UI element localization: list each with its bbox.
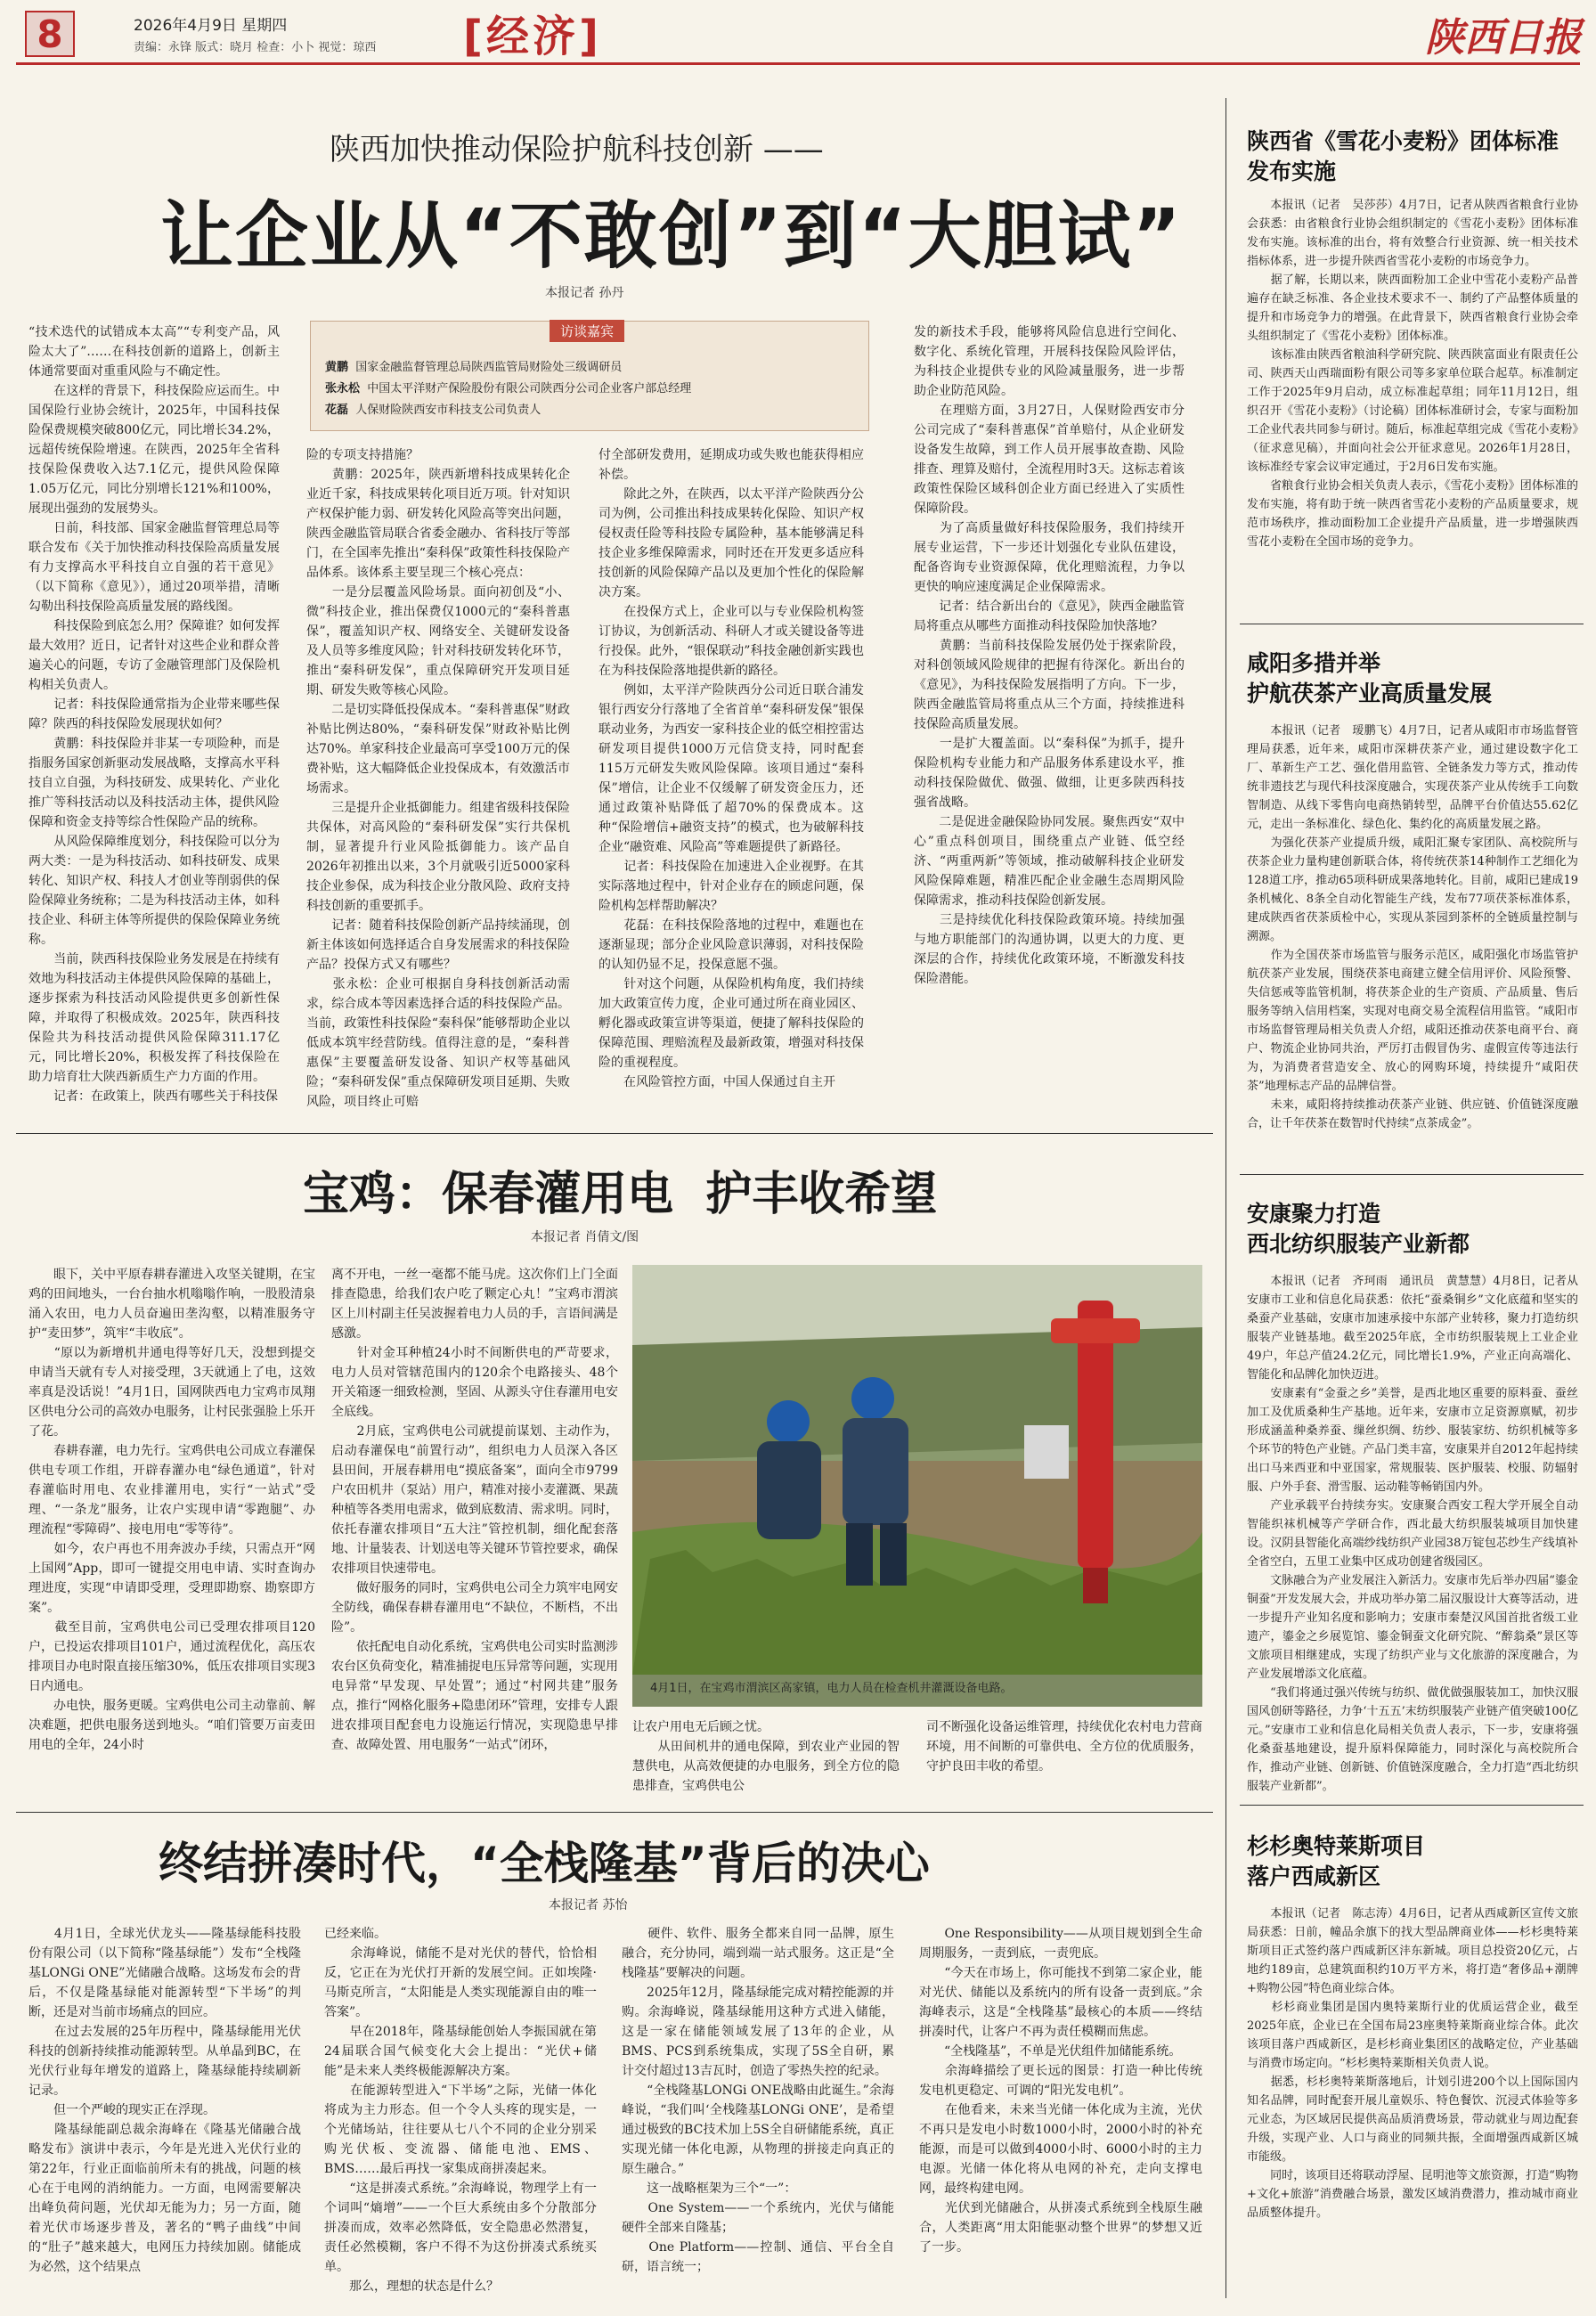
lead-column-3: 付全部研发费用，延期成功或失败也能获得相应补偿。 除此之外，在陕西，以太平洋产险陕西分公司为例，公司推出科技成果转化保险、知识产权侵权责任险等科技险专属险种，基本能够满足科技企业多维保障需求，同时还在开发更多适应科技创新的风险保障产品以及更加个性化的保险解决方案。 在投保方式上，企业可以与专业保险机构签订协议，为创新活动、科研人才或关键设备等进行投保。此外，“银保联动”科技金融创新实践也在为科技保险落地提供新的路径。 例如，太平洋产险陕西分公司近日联合浦发银行西安分行落地了全省首单“秦科研发保”银保联动业务，为西安一家科技企业的低空相控雷达研发项目提供1000万元信贷支持，同时配套115万元研发失败风险保障。该项目通过“秦科保”增信，让企业不仅缓解了研发资金压力，还通过政策补贴降低了超70%的保费成本。这种“保险增信+融资支持”的模式，也为破解科技企业“融资难、风险高”等难题提供了新路径。 记者：科技保险在加速进入企业视野。在其实际落地过程中，针对企业存在的顾虑问题，保险机构怎样帮助解决？ 花磊：在科技保险落地的过程中，难题也在逐渐显现；部分企业风险意识薄弱，对科技保险的认知仍显不足，投保意愿不强。 针对这个问题，从保险机构角度，我们持续加大政策宣传力度，企业可通过所在商业园区、孵化器或政策宣讲等渠道，便捷了解科技保险的保障范围、理赔流程及最新政策，增强对科技保险的重视程度。 在风险管控方面，中国人保通过自主开 [598,448,864,1089]
longi-column-1: 4月1日，全球光伏龙头——隆基绿能科技股份有限公司（以下简称“隆基绿能”）发布“全栈隆基LONGi ONE”光储融合战略。这场发布会的背后，不仅是隆基绿能对能源转型“下半场”的判断，还是对当前市场痛点的回应。 在过去发展的25年历程中，隆基绿能用光伏科技的创新持续推动能源转型。从单晶到BC，在光伏行业每年增发的道路上，隆基绿能持续刷新记录。 但一个严峻的现实正在浮现。 隆基绿能副总裁余海峰在《隆基光储融合战略发布》演讲中表示，今年是光进入光伏行业的第22年，行业正面临前所未有的挑战，问题的核心在于电网的消纳能力。一方面，电网需要解决出峰负荷问题，光伏却无能为力；另一方面，随着光伏市场逐步普及，著名的“鸭子曲线”中间的“肚子”越来越大，电网压力持续加剧。储能成为必然，这个结果点 [28,1927,301,2274]
longi-column-3: 硬件、软件、服务全都来自同一品牌，原生融合，充分协同，端到端一站式服务。这正是“全栈隆基”要解决的问题。 2025年12月，隆基绿能完成对精控能源的并购。余海峰说，隆基绿能用这种方式进入储能，这是一家在储能领域发展了13年的企业，从BMS、PCS到系统集成，实现了5S全自研，累计交付超过13吉瓦时，创造了零热失控的纪录。 “全栈隆基LONGi ONE战略由此诞生。”余海峰说，“我们叫‘全栈隆基LONGi ONE’，是希望通过极致的BC技术加上5S全自研储能系统，真正实现光储一体化电源，从物理的拼接走向真正的原生融合。” 这一战略框架为三个“一”： One System——一个系统内，光伏与储能硬件全部来自隆基； One Platform——控制、通信、平台全自研，语言统一； [622,1927,894,2274]
lead-bottom-divider [16,1133,1213,1134]
guest-item [325,379,691,396]
right-article-4-title: 杉杉奥特莱斯项目 落户西咸新区 [1247,1833,1426,1889]
lead-column-4: 发的新技术手段，能够将风险信息进行空间化、数字化、系统化管理，开展科技保险风险评估，为科技企业提供专业的风险减量服务，进一步帮助企业防范风险。 在理赔方面，3月27日，人保财险西安市分公司完成了“秦科普惠保”首单赔付，从企业研发设备发生故障，到工作人员开展事故查勘、风险排查、理算及赔付，全流程用时3天。这标志着该政策性保险区域科创企业方面已经进入了实质性保障阶段。 为了高质量做好科技保险服务，我们持续开展专业运营，下一步还计划强化专业队伍建设，配备咨询专业资源保障，优化理赔流程，力争以更快的响应速度满足企业保障需求。 记者：结合新出台的《意见》，陕西金融监管局将重点从哪些方面推动科技保险加快落地？ 黄鹏：当前科技保险发展仍处于探索阶段，对科创领域风险规律的把握有待深化。新出台的《意见》，为科技保险发展指明了方向。下一步，陕西金融监管局将重点从三个方面，持续推进科技保险高质量发展。 一是扩大覆盖面。以“秦科保”为抓手，提升保险机构专业能力和产品服务体系建设水平，推动科技保险做优、做强、做细，让更多陕西科技强省战略。 二是促进金融保险协同发展。聚焦西安“双中心”重点科创项目，围绕重点产业链、低空经济、“两重两新”等领域，推动破解科技企业研发风险保障难题，精准匹配企业金融生态周期风险保障需求，推动科技保险创新发展。 三是持续优化科技保险政策环境。持续加强与地方职能部门的沟通协调，以更大的力度、更深层的合作，持续优化政策环境，不断激发科技保险潜能。 [914,325,1185,986]
baoji-column-2: 离不开电，一丝一毫都不能马虎。这次你们上门全面排查隐患，给我们农户吃了颗定心丸！”宝鸡市渭滨区上川村副主任吴波握着电力人员的手，言语间满是感激。 针对金耳种植24小时不间断供电的严苛要求，电力人员对管辖范围内的120余个电路接头、48个开关箱逐一细致检测，坚固、从源头守住春灌用电安全底线。 2月底，宝鸡供电公司就提前谋划、主动作为，启动春灌保电“前置行动”，组织电力人员深入各区县田间，开展春耕用电“摸底备案”，面向全市9799户农田机井（泵站）用户，精准对接小麦灌溉、果蔬种植等各类用电需求，做到底数清、需求明。同时，依托春灌农排项目“五大注”管控机制，细化配套落地、计量装表、计划送电等关键环节管控要求，确保农排项目快速带电。 做好服务的同时，宝鸡供电公司全力筑牢电网安全防线，确保春耕春灌用电“不缺位，不断档，不出险”。 依托配电自动化系统，宝鸡供电公司实时监测涉农台区负荷变化，精准捕捉电压异常等问题，实现用电异常“早发现、早处置”；通过“村网共建”服务点，推行“网格化服务+隐患闭环”管理，安排专人跟进农排项目配套电力设施运行情况，实现隐患早排查、故障处置、用电服务“一站式”闭环， [331,1268,618,1752]
right-article-2-title: 咸阳多措并举 护航茯茶产业高质量发展 [1247,650,1493,706]
interview-box [310,321,869,431]
right-article-3-body: 本报讯（记者 齐珂雨 通讯员 黄慧慧）4月8日，记者从安康市工业和信息化局获悉：依托“蚕桑铜乡”文化底蕴和坚实的桑蚕产业基础，安康市加速承接中东部产业转移，聚力打造纺织服装产业链基地。截至2025年底，全市纺织服装规上工业企业49户，年总产值24.2亿元，同比增长1.9%，产业正向高端化、智能化和品牌化加快迈进。 安康素有“金蚕之乡”美誉，是西北地区重要的原料蚕、蚕丝加工及优质桑种生产基地。近年来，安康市立足资源禀赋，初步形成涵盖种桑养蚕、缫丝织绸、纺纱、服装家纺、纺织机械等多个环节的特色产业链。产品门类丰富，安康果并自2012年起持续出口马来西亚和中亚国家，常规服装、医护服装、校服、防辐射服、户外手套、滑雪服、运动鞋等畅销国内外。 产业承载平台持续夯实。安康聚合西安工程大学开展全自动智能织袜机械等产学研合作，西北最大纺织服装城项目加快建设。汉阴县智能化高端纱线纺织产业园38万锭包芯纱生产线填补全省空白，五里工业集中区成功创建省级园区。 文脉融合为产业发展注入新活力。安康市先后举办四届“鎏金铜蚕”开发发展大会，并成功举办第二届汉服设计大赛等活动，进一步提升产业知名度和影响力；安康市秦楚汉风国首批省级工业遗产，鎏金之乡展览馆、鎏金铜蚕文化研究院、“醉翁桑”景区等文旅项目相继建成，实现了纺织产业与文化旅游的深度融合，为产业发展增添文化底蕴。 “我们将通过强兴传统与纺织、做优做强服装加工，加快汉服国风创研等路径，力争‘十五五’末纺织服装产业链产值突破100亿元。”安康市工业和信息化局相关负责人表示，下一步，安康将强化桑蚕基地建设，提升原料保障能力，同时深化与高校院所合作，推动产业链、创新链、价值链深度融合，全力打造“西北纺织服装产业新都”。 [1247,1275,1578,1793]
right-article-1-body: 本报讯（记者 吴莎莎）4月7日，记者从陕西省粮食行业协会获悉：由省粮食行业协会组织制定的《雪花小麦粉》团体标准发布实施。该标准的出台，将有效整合行业资源、统一相关技术指标体系，进一步提升陕西省雪花小麦粉的市场竞争力。 据了解，长期以来，陕西面粉加工企业中雪花小麦粉产品普遍存在缺乏标准、各企业技术要求不一、制约了产品整体质量的提升和市场竞争力的增强。在此背景下，陕西省粮食行业协会牵头组织制定了《雪花小麦粉》团体标准。 该标准由陕西省粮油科学研究院、陕西陕富面业有限责任公司、陕西天山西瑞面粉有限公司等多家单位联合起草。标准制定工作于2025年9月启动，成立标准起草组；同年11月12日，组织召开《雪花小麦粉》（讨论稿）团体标准研讨会，专家与面粉加工企业代表共同参与研讨。随后，标准起草组完成《雪花小麦粉》（征求意见稿），并面向社会公开征求意见。2026年1月28日，该标准经专家会议审定通过，于2月6日发布实施。 省粮食行业协会相关负责人表示，《雪花小麦粉》团体标准的发布实施，将有助于统一陕西省雪花小麦粉的产品质量要求，规范市场秩序，推动面粉加工企业提升产品质量，进一步增强陕西雪花小麦粉在全国市场的竞争力。 [1247,199,1578,549]
issue-date: 2026年4月9日 星期四 [134,17,288,35]
page-number: 8 [37,12,63,56]
right-article-3-title: 安康聚力打造 西北纺织服装产业新都 [1247,1201,1470,1257]
interview-badge: 访谈嘉宾 [550,320,624,342]
baoji-headline: 宝鸡：保春灌用电 护丰收希望 [303,1168,938,1221]
baoji-byline: 本报记者 肖倩文/图 [531,1230,639,1244]
masthead-divider [16,62,1580,65]
longi-headline: 终结拼凑时代，“全栈隆基”背后的决心 [159,1838,930,1889]
baoji-column-4: 司不断强化设备运维管理，持续优化农村电力营商环境，用不间断的可靠供电、全方位的优质服务，守护良田丰收的希望。 [926,1720,1202,1774]
guest-role: 人保财险陕西安市科技支公司负责人 [355,404,542,417]
guest-name: 花磊 [325,404,349,417]
page-number-badge [25,11,75,57]
lead-column-2: 险的专项支持措施？ 黄鹏：2025年，陕西新增科技成果转化企业近千家，科技成果转化项目近万项。针对知识产权保护能力弱、研发转化风险高等突出问题，陕西金融监管局联合省委金融办、省科技厅等部门，在全国率先推出“秦科保”政策性科技保险产品体系。该体系主要呈现三个核心亮点： 一是分层覆盖风险场景。面向初创及“小、微”科技企业，推出保费仅1000元的“秦科普惠保”，覆盖知识产权、网络安全、关键研发设备及人员等多维度风险；针对科技研发转化环节，推出“秦科研发保”，重点保障研究开发项目延期、研发失败等核心风险。 二是切实降低投保成本。“秦科普惠保”财政补贴比例达80%，“秦科研发保”财政补贴比例达70%。单家科技企业最高可享受100万元的保费补贴，这大幅降低企业投保成本，有效激活市场需求。 三是提升企业抵御能力。组建省级科技保险共保体，对高风险的“秦科研发保”实行共保机制，显著提升行业风险抵御能力。该产品自2026年初推出以来，3个月就吸引近5000家科技企业参保，成为科技企业分散风险、政府支持科技创新的重要抓手。 记者：随着科技保险创新产品持续涌现，创新主体该如何选择适合自身发展需求的科技保险产品？投保方式又有哪些？ 张永松：企业可根据自身科技创新活动需求，综合成本等因素选择合适的科技保险产品。当前，政策性科技保险“秦科保”能够帮助企业以低成本筑牢经营防线。值得注意的是，“秦科普惠保”主要覆盖研发设备、知识产权等基础风险；“秦科研发保”重点保障研发项目延期、失败风险，项目终止可赔 [306,448,570,1109]
section-title: [经济] [463,12,602,61]
right-article-1-title: 陕西省《雪花小麦粉》团体标准发布实施 [1247,128,1559,184]
guest-name: 张永松 [325,382,361,396]
guest-name: 黄鹏 [325,361,349,374]
right-divider-3 [1240,1805,1584,1806]
lead-byline: 本报记者 孙丹 [545,286,624,300]
baoji-bottom-divider [16,1812,1213,1813]
newspaper-logo: 陕西日报 [1425,15,1582,61]
right-article-4-body: 本报讯（记者 陈志涛）4月6日，记者从西咸新区宣传文旅局获悉：日前，幢品余旗下的找大型品牌商业体——杉杉奥特莱斯项目正式签约落户西咸新区沣东新城。项目总投资20亿元，占地约189亩，总建筑面积约10万平方米，将打造“奢侈品+潮牌+购物公园”特色商业综合体。 杉杉商业集团是国内奥特莱斯行业的优质运营企业，截至2025年底，企业已在全国布局23座奥特莱斯商业综合体。此次该项目落户西咸新区，是杉杉商业集团区的战略定位，产业基础与消费市场定向。“杉杉奥特莱斯相关负责人说。 据悉，杉杉奥特莱斯落地后，计划引进200个以上国际国内知名品牌，同时配套开展儿童娱乐、特色餐饮、沉浸式体验等多元业态，为区域居民提供高品质消费场景，带动就业与周边配套升级，实现产业、人口与商业的同频共振，全面增强西咸新区城市能级。 同时，该项目还将联动浮屋、昆明池等文旅资源，打造“购物+文化+旅游”消费融合场景，激发区域消费潜力，推动城市商业品质整体提升。 [1247,1907,1578,2220]
lead-headline: 让企业从“不敢创”到“大胆试” [160,194,1183,279]
baoji-column-3: 让农户用电无后顾之忧。 从田间机井的通电保障，到农业产业园的智慧供电，从高效便捷的办电服务，到全方位的隐患排查，宝鸡供电公 [632,1720,900,1793]
baoji-column-1: 眼下，关中平原春耕春灌进入攻坚关键期，在宝鸡的田间地头，一台台抽水机嗡嗡作响，一股股清泉涌入农田，电力人员奋遍田垄沟壑，以精准服务守护“麦田梦”，筑牢“丰收底”。 “原以为新增机井通电得等好几天，没想到提交申请当天就有专人对接受理，3天就通上了电，这效率真是没话说！”4月1日，国网陕西电力宝鸡市凤翔区供电分公司的高效办电服务，让村民张强脸上乐开了花。 春耕春灌，电力先行。宝鸡供电公司成立春灌保供电专项工作组，开辟春灌办电“绿色通道”，针对春灌临时用电、农业排灌用电，实行“一站式”受理、“一条龙”服务，让农户实现申请“零跑腿”、办理流程“零障碍”、接电用电“零等待”。 如今，农户再也不用奔波办手续，只需点开“网上国网”App，即可一键提交用电申请、实时查询办理进度，实现“申请即受理，受理即勘察、勘察即方案”。 截至目前，宝鸡供电公司已受理农排项目120户，已投运农排项目101户，通过流程优化，高压农排项目办电时限直接压缩30%，低压农排项目实现3日内通电。 办电快，服务更暖。宝鸡供电公司主动靠前、解决难题，把供电服务送到地头。“咱们管要万亩麦田用电的全年，24小时 [28,1268,315,1752]
right-article-2-body: 本报讯（记者 瑷鹏飞）4月7日，记者从咸阳市市场监督管理局获悉，近年来，咸阳市深耕茯茶产业，通过建设数字化工厂、革新生产工艺、强化借用监管、全链条发力等方式，推动传统非遗技艺与现代科技深度融合，实现茯茶产业从传统手工向数智制造、从线下零售向电商热销转型，品牌平台价值达55.62亿元，走出一条标准化、绿色化、集约化的高质量发展之路。 为强化茯茶产业提质升级，咸阳汇聚专家团队、高校院所与茯茶企业力量构建创新联合体，将传统茯茶14种制作工艺细化为128道工序，推动65项科研成果落地转化。目前，咸阳已建成19条机械化、8条全自动化智能生产线，发布77项茯茶标准体系，建成陕西省茯茶质检中心，实现从茶园到茶杯的全链质量控制与溯源。 作为全国茯茶市场监管与服务示范区，咸阳强化市场监管护航茯茶产业发展，围绕茯茶电商建立健全信用评价、风险预警、失信惩戒等监管机制，将茯茶企业的生产资质、产品质量、售后服务等纳入信用档案，实现对电商交易全流程信用监管。“咸阳市市场监督管理局相关负责人介绍，咸阳还推动茯茶电商平台、商户、物流企业协同共治，严厉打击假冒伪劣、虚假宣传等违法行为，为消费者营造安全、放心的网购环境，持续提升“咸阳茯茶”地理标志产品的品牌信誉。 未来，咸阳将持续推动茯茶产业链、供应链、价值链深度融合，让千年茯茶在数智时代持续“点茶成金”。 [1247,724,1578,1130]
editors-line: 责编：永锋 版式：晓月 检查：小卜 视觉：琼西 [134,41,377,54]
masthead [0,0,1596,69]
guest-role: 国家金融监督管理总局陕西监管局财险处三级调研员 [355,361,623,374]
baoji-photo [632,1265,1202,1707]
right-divider-2 [1240,1174,1584,1175]
farm-worker-photo [632,1265,1202,1675]
guest-item [325,357,622,374]
guest-role: 中国太平洋财产保险股份有限公司陕西分公司企业客户部总经理 [367,382,692,396]
longi-column-2: 已经来临。 余海峰说，储能不是对光伏的替代，恰恰相反，它正在为光伏打开新的发展空间。正如埃隆·马斯克所言，“太阳能是人类实现能源自由的唯一答案”。 早在2018年，隆基绿能创始人李振国就在第24届联合国气候变化大会上提出：“光伏+储能”是未来人类终极能源解决方案。 在能源转型进入“下半场”之际，光储一体化将成为主力形态。但一个令人头疼的现实是，一个光储场站，往往要从七八个不同的企业分别采购光伏板、变流器、储能电池、EMS、BMS……最后再找一家集成商拼凑起来。 “这是拼凑式系统。”余海峰说，物理学上有一个词叫“熵增”——一个巨大系统由多个分散部分拼凑而成，效率必然降低，安全隐患必然潜复，责任必然模糊，客户不得不为这份拼凑式系统买单。 那么，理想的状态是什么？ [324,1927,597,2294]
longi-column-4: One Responsibility——从项目规划到全生命周期服务，一责到底，一责兜底。 “今天在市场上，你可能找不到第二家企业，能对光伏、储能以及系统内的所有设备一责到底。”余海峰表示，这是“全栈隆基”最核心的本质——终结拼凑时代，让客户不再为责任模糊而焦虑。 “全栈隆基”，不单是光伏组件加储能系统。 余海峰描绘了更长远的图景：打造一种比传统发电机更稳定、可调的“阳光发电机”。 在他看来，未来当光储一体化成为主流，光伏不再只是发电小时数1000小时，2000小时的补充能源，而是可以做到4000小时、6000小时的主力电源。光储一体化将从电网的补充，走向支撑电网，最终构建电网。 光伏到光储融合，从拼凑式系统到全栈原生融合，人类距离“用太阳能驱动整个世界”的梦想又近了一步。 [919,1927,1202,2255]
guest-item [325,400,541,417]
longi-byline: 本报记者 苏怡 [549,1898,628,1912]
lead-kicker: 陕西加快推动保险护航科技创新 —— [330,132,824,167]
baoji-photo-caption: 4月1日，在宝鸡市渭滨区高家镇，电力人员在检查机井灌溉设备电路。 [650,1682,1013,1695]
lead-column-1: “技术迭代的试错成本太高”“专利变产品，风险太大了”……在科技创新的道路上，创新主体通常要面对重重风险与不确定性。 在这样的背景下，科技保险应运而生。中国保险行业协会统计，2025年，中国科技保险保费规模突破800亿元，同比增长34.2%，远超传统保险增速。在陕西，2025年全省科技保险保费收入达7.1亿元，提供风险保障1.05万亿元，同比分别增长121%和100%，展现出强劲的发展势头。 日前，科技部、国家金融监督管理总局等联合发布《关于加快推动科技保险高质量发展 有力支撑高水平科技自立自强的若干意见》（以下简称《意见》），通过20项举措，清晰勾勒出科技保险高质量发展的路线图。 科技保险到底怎么用？保障谁？如何发挥最大效用？近日，记者针对这些企业和群众普遍关心的问题，专访了金融管理部门及保险机构相关负责人。 记者：科技保险通常指为企业带来哪些保障？陕西的科技保险发展现状如何？ 黄鹏：科技保险并非某一专项险种，而是指服务国家创新驱动发展战略，支撑高水平科技自立自强，为科技研发、成果转化、产业化推广等科技活动以及科技活动主体，提供风险保障和资金支持等综合性保险产品的统称。 从风险保障维度划分，科技保险可以分为两大类：一是为科技活动、如科技研发、成果转化、知识产权、科技人才创业等削弱供的保险保障业务统称；二是为科技活动主体，如科技企业、科研主体等所提供的保险保障业务统称。 当前，陕西科技保险业务发展是在持续有效地为科技活动主体提供风险保障的基础上，逐步探索为科技活动风险提供更多创新性保障，并取得了积极成效。2025年，陕西科技保险共为科技活动提供风险保障311.17亿元，同比增长20%，积极发挥了科技保险在助力培育壮大陕西新质生产力方面的作用。 记者：在政策上，陕西有哪些关于科技保 [28,325,280,1104]
